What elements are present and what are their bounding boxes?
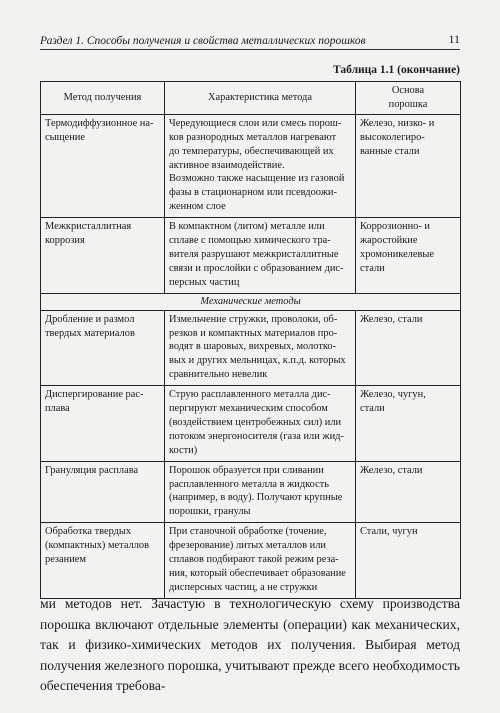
- column-header-base-line: Основа: [391, 85, 425, 96]
- cell-line: высоколегиро-: [360, 131, 425, 143]
- cell-line: ванные стали: [360, 145, 420, 157]
- cell-line: связи и прослойки с образованием дис-: [169, 262, 344, 274]
- cell-line: ния, который обеспечивает образование: [169, 568, 346, 579]
- cell-line: хромоникелевые: [360, 248, 434, 260]
- body-paragraph: ми методов нет. Зачастую в технологическую схему производства порошка включают отдельные элементы (операции) как механических, так и физико-химических методов их получения. Выбирая метод получения железного порошка, учитывают прежде всего необходимость обеспечения требова-: [40, 596, 460, 693]
- cell-line: Железо, стали: [360, 313, 423, 325]
- cell-base: [356, 310, 461, 386]
- table-row: [41, 310, 461, 386]
- cell-line: фрезерование) литых металлов или: [169, 540, 326, 552]
- cell-line: Измельчение стружки, проволоки, об-: [169, 313, 338, 325]
- table-row: [41, 461, 461, 523]
- cell-line: Возможно также насыщение из газовой: [169, 173, 345, 185]
- cell-line: Порошок образуется при сливании: [169, 464, 324, 476]
- cell-line: Межкристаллитная: [45, 221, 132, 233]
- cell-line: вых и других мельницах, к.п.д. которых: [169, 355, 346, 367]
- cell-line: Диспергирование рас-: [45, 389, 144, 401]
- cell-line: Коррозионно- и: [360, 221, 430, 233]
- cell-characteristic: [165, 523, 356, 599]
- cell-line: порошки, гранулы: [169, 506, 251, 518]
- section-label: Механические методы: [41, 293, 461, 310]
- cell-line: сплаве с помощью химического тра-: [169, 235, 331, 247]
- cell-line: сравнительно невелик: [169, 369, 268, 381]
- cell-base: [356, 461, 461, 523]
- cell-line: (воздействием центробежных сил) или: [169, 416, 342, 428]
- cell-line: Термодиффузионное на-: [45, 117, 154, 129]
- cell-line: При станочной обработке (точение,: [169, 526, 327, 538]
- cell-line: Железо, низко- и: [360, 117, 435, 129]
- running-header: [40, 32, 460, 47]
- table-row: [41, 218, 461, 294]
- cell-line: Обработка твердых: [45, 526, 132, 538]
- cell-line: вителя разрушают межкристаллитные: [169, 248, 339, 260]
- table-caption: Таблица 1.1 (окончание): [332, 64, 460, 76]
- cell-method: [41, 310, 165, 386]
- cell-characteristic: [165, 310, 356, 386]
- cell-line: (например, в воду). Получают крупные: [169, 492, 343, 504]
- cell-method: [41, 218, 165, 294]
- cell-line: резков и компактных материалов про-: [169, 327, 338, 339]
- cell-line: расплавленного металла в жидкость: [169, 478, 329, 490]
- table-header-row: [41, 82, 461, 115]
- cell-line: жаростойкие: [360, 235, 418, 247]
- cell-line: Дробление и размол: [45, 313, 135, 325]
- table-body: [41, 114, 461, 598]
- table-row: [41, 386, 461, 462]
- cell-line: до температуры, обеспечивающей их: [169, 145, 334, 157]
- cell-line: персных частиц: [169, 276, 240, 288]
- cell-line: Грануляция расплава: [45, 464, 139, 476]
- cell-line: сплавов подбирают такой режим реза-: [169, 554, 339, 566]
- cell-method: [41, 461, 165, 523]
- cell-line: Чередующиеся слои или смесь порош-: [169, 117, 342, 129]
- cell-method: [41, 386, 165, 462]
- cell-line: Железо, стали: [360, 464, 423, 476]
- cell-method: [41, 114, 165, 217]
- page-number: 11: [448, 32, 460, 46]
- cell-line: Стали, чугун: [360, 526, 418, 538]
- cell-line: кости): [169, 444, 198, 456]
- cell-line: резанием: [45, 554, 86, 566]
- cell-line: дисперсных частиц, а не стружки: [169, 581, 318, 593]
- cell-base: [356, 218, 461, 294]
- cell-line: В компактном (литом) металле или: [169, 221, 325, 233]
- cell-line: (компактных) металлов: [45, 540, 150, 552]
- cell-line: женном слое: [169, 201, 226, 213]
- cell-method: [41, 523, 165, 599]
- column-header-base-label: [359, 84, 457, 112]
- column-header-base: [356, 82, 461, 115]
- cell-characteristic: [165, 114, 356, 217]
- cell-characteristic: [165, 386, 356, 462]
- cell-characteristic: [165, 218, 356, 294]
- column-header-base-line: порошка: [388, 98, 428, 110]
- cell-line: плава: [45, 403, 70, 415]
- running-title: Раздел 1. Способы получения и свойства металлических порошков: [40, 35, 366, 47]
- cell-line: потоком энергоносителя (газа или жид-: [169, 430, 344, 442]
- header-rule: [40, 49, 460, 50]
- cell-line: водят в шаровых, вихревых, молотко-: [169, 341, 337, 353]
- cell-line: активное взаимодействие.: [169, 159, 285, 171]
- cell-base: [356, 114, 461, 217]
- table-row: [41, 523, 461, 599]
- cell-line: стали: [360, 262, 385, 274]
- cell-line: коррозия: [45, 235, 85, 247]
- cell-line: сыщение: [45, 131, 85, 143]
- cell-characteristic: [165, 461, 356, 523]
- section-row: [41, 293, 461, 310]
- methods-table: [40, 81, 461, 599]
- cell-line: Струю расплавленного металла дис-: [169, 389, 331, 401]
- cell-base: [356, 523, 461, 599]
- column-header-method: Метод получения: [41, 82, 165, 115]
- column-header-characteristic: Характеристика метода: [165, 82, 356, 115]
- cell-base: [356, 386, 461, 462]
- cell-line: стали: [360, 403, 385, 415]
- cell-line: твердых материалов: [45, 327, 135, 339]
- cell-line: пергируют механическим способом: [169, 403, 328, 415]
- cell-line: Железо, чугун,: [360, 389, 426, 401]
- table-row: [41, 114, 461, 217]
- cell-line: фазы в стационарном или псевдоожи-: [169, 187, 337, 199]
- cell-line: ков разнородных металлов нагревают: [169, 131, 337, 143]
